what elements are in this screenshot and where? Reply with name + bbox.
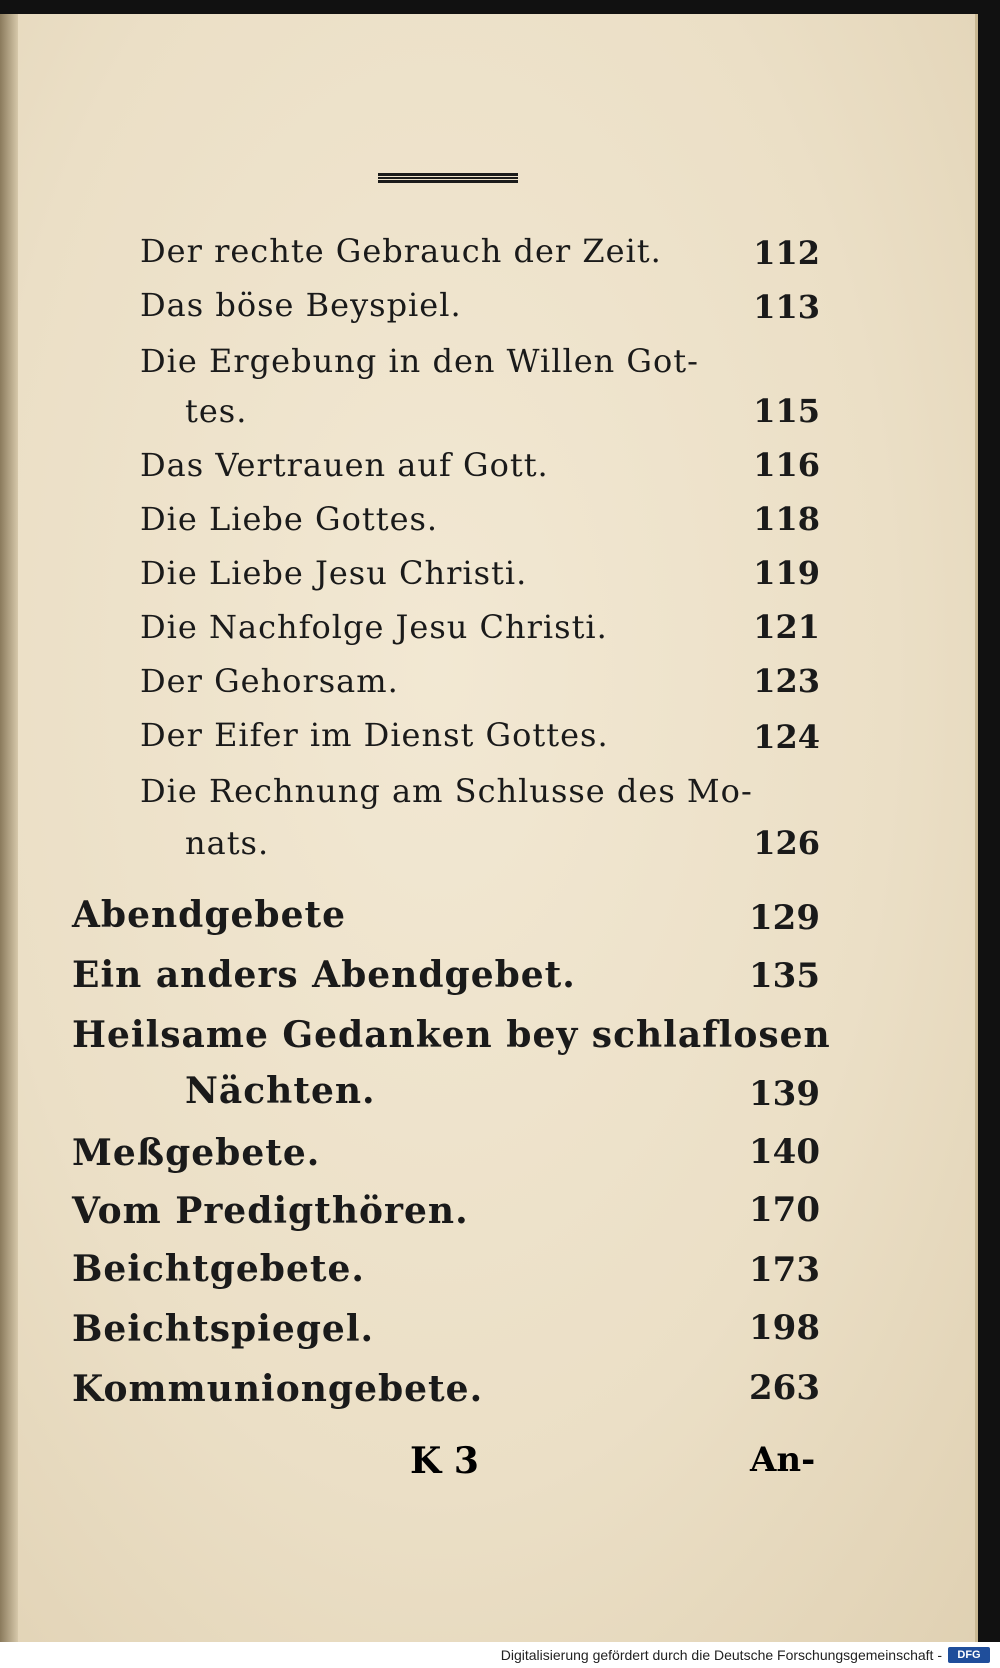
page-spine-shadow [0,14,18,1642]
ornamental-rule [378,173,518,183]
catchword: An- [750,1440,816,1480]
toc-section-title: Beichtspiegel. [72,1308,375,1350]
toc-section-page: 129 [749,898,820,938]
toc-section-title: Abendgebete [72,894,347,936]
toc-entry-title-continued: nats. [185,824,270,862]
toc-section-title: Vom Predigthören. [72,1190,469,1232]
toc-section-page: 263 [749,1368,820,1408]
toc-entry-page: 123 [753,662,820,700]
toc-section-page: 198 [749,1308,820,1348]
toc-entry-page: 121 [753,608,820,646]
toc-section-page: 170 [749,1190,820,1230]
toc-entry-title-continued: tes. [185,392,248,430]
toc-entry-title: Die Ergebung in den Willen Got- [140,342,699,380]
digitization-footer [0,1642,1000,1668]
toc-entry-title: Der Eifer im Dienst Gottes. [140,716,609,754]
book-page [0,14,978,1642]
dfg-logo: DFG [948,1647,990,1663]
toc-entry-title: Das Vertrauen auf Gott. [140,446,549,484]
toc-entry-page: 113 [753,288,820,326]
toc-entry-page: 118 [753,500,820,538]
toc-section-page: 173 [749,1250,820,1290]
toc-entry-page: 115 [753,392,820,430]
toc-section-page: 135 [749,956,820,996]
toc-section-title: Kommuniongebete. [72,1368,484,1410]
toc-entry-title: Der rechte Gebrauch der Zeit. [140,232,662,270]
toc-entry-page: 116 [753,446,820,484]
toc-section-title: Meßgebete. [72,1132,321,1174]
toc-section-title: Beichtgebete. [72,1248,365,1290]
footer-text: Digitalisierung gefördert durch die Deutsche Forschungsgemeinschaft - [500,1647,942,1663]
toc-entry-title: Die Liebe Gottes. [140,500,439,538]
toc-section-title: Ein anders Abendgebet. [72,954,576,996]
toc-section-title: Heilsame Gedanken bey schlaflosen [72,1014,831,1056]
signature-mark: K 3 [410,1440,479,1482]
toc-entry-title: Der Gehorsam. [140,662,399,700]
toc-section-title-continued: Nächten. [185,1070,376,1112]
toc-entry-title: Das böse Beyspiel. [140,286,462,324]
toc-entry-page: 112 [753,234,820,272]
toc-entry-title: Die Nachfolge Jesu Christi. [140,608,608,646]
toc-entry-page: 124 [753,718,820,756]
toc-entry-page: 119 [753,554,820,592]
toc-entry-title: Die Liebe Jesu Christi. [140,554,528,592]
toc-section-page: 139 [749,1074,820,1114]
toc-entry-title: Die Rechnung am Schlusse des Mo- [140,772,753,810]
toc-section-page: 140 [749,1132,820,1172]
toc-entry-page: 126 [753,824,820,862]
